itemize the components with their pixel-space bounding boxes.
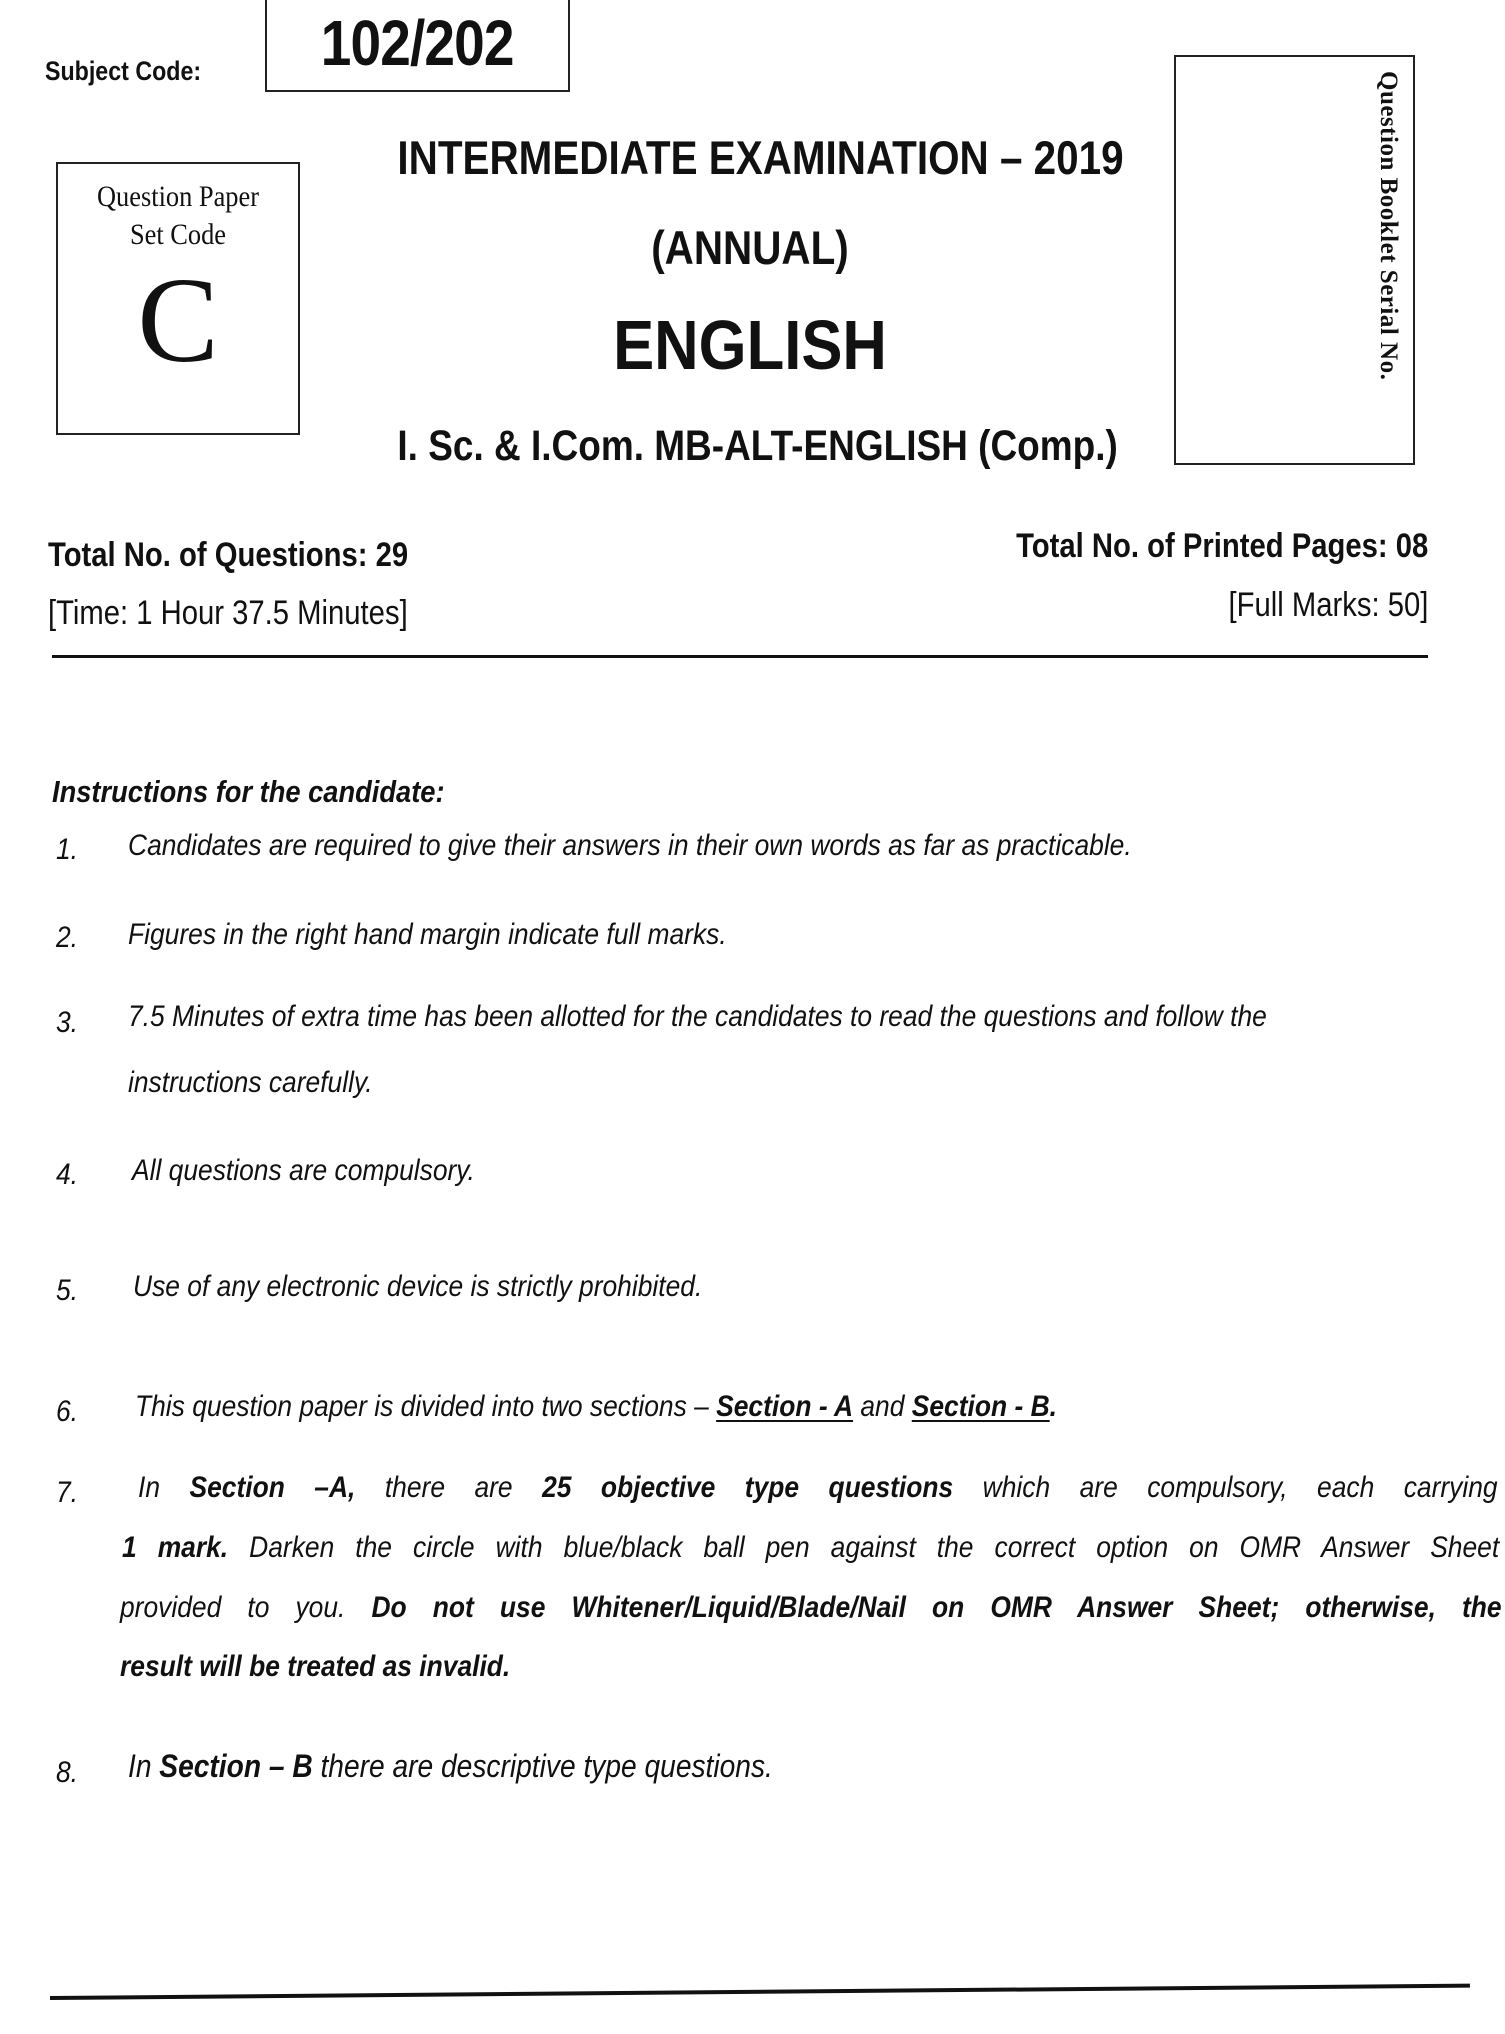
text-span: and xyxy=(853,1390,912,1423)
exam-title: INTERMEDIATE EXAMINATION – 2019 xyxy=(397,131,1124,184)
set-code-label: Set Code xyxy=(129,218,227,251)
instruction-text xyxy=(138,1471,1498,1505)
text-span: 25 objective type questions xyxy=(542,1471,954,1504)
exam-type: (ANNUAL) xyxy=(651,221,849,274)
instruction-number: 7. xyxy=(56,1476,79,1509)
stream-title: I. Sc. & I.Com. MB-ALT-ENGLISH (Comp.) xyxy=(397,422,1118,470)
time-allowed: [Time: 1 Hour 37.5 Minutes] xyxy=(48,594,408,632)
instruction-number: 4. xyxy=(56,1158,79,1191)
text-span: which are compulsory, each carrying xyxy=(953,1471,1498,1504)
subject-code-box xyxy=(265,0,570,92)
instruction-number: 8. xyxy=(56,1756,79,1789)
set-code-label: Question Paper xyxy=(96,180,260,213)
booklet-serial-box xyxy=(1174,55,1415,465)
instruction-text: All questions are compulsory. xyxy=(132,1154,475,1187)
text-span: This question paper is divided into two sections – xyxy=(135,1390,717,1423)
text-span: In xyxy=(138,1471,190,1504)
text-span: there are xyxy=(355,1471,543,1504)
text-span: . xyxy=(1049,1390,1057,1423)
instruction-number: 2. xyxy=(56,921,79,954)
instruction-number: 3. xyxy=(56,1006,79,1039)
instruction-text: Use of any electronic device is strictly prohibited. xyxy=(133,1270,703,1303)
subject-title: ENGLISH xyxy=(613,306,887,384)
instruction-text xyxy=(120,1591,1502,1625)
instruction-number: 5. xyxy=(56,1274,79,1307)
set-code-box xyxy=(56,162,300,435)
instruction-number: 1. xyxy=(56,833,79,866)
divider xyxy=(52,655,1428,658)
subject-code-value: 102/202 xyxy=(321,7,514,79)
text-span: In xyxy=(128,1748,160,1784)
text-span: there are descriptive type questions. xyxy=(312,1748,773,1784)
instruction-text: result will be treated as invalid. xyxy=(120,1650,511,1683)
text-span: Section – B xyxy=(159,1748,313,1784)
instruction-text xyxy=(135,1390,1057,1424)
subject-code-label: Subject Code: xyxy=(45,56,202,86)
section-a-ref: Section - A xyxy=(716,1390,854,1423)
instruction-text: instructions carefully. xyxy=(128,1066,373,1099)
instructions-heading: Instructions for the candidate: xyxy=(52,774,445,809)
instruction-text: Figures in the right hand margin indicate full marks. xyxy=(128,918,727,951)
divider xyxy=(50,1984,1470,2000)
full-marks: [Full Marks: 50] xyxy=(1228,586,1428,624)
instruction-text xyxy=(122,1531,1499,1565)
instruction-text: 7.5 Minutes of extra time has been allotted for the candidates to read the questions and follow the xyxy=(128,1000,1267,1033)
booklet-serial-label: Question Booklet Serial No. xyxy=(1375,71,1402,381)
text-span: provided to you. xyxy=(120,1591,372,1624)
set-code-value: C xyxy=(137,253,219,388)
section-b-ref: Section - B xyxy=(911,1390,1050,1423)
instruction-text: Candidates are required to give their answers in their own words as far as practicable. xyxy=(128,829,1132,862)
text-span: Section –A, xyxy=(189,1471,356,1504)
printed-pages: Total No. of Printed Pages: 08 xyxy=(1015,527,1428,565)
total-questions: Total No. of Questions: 29 xyxy=(48,536,409,574)
instruction-text xyxy=(128,1748,773,1785)
text-span: 1 mark. xyxy=(122,1531,229,1564)
instruction-number: 6. xyxy=(56,1395,79,1428)
text-span: Darken the circle with blue/black ball pen against the correct option on OMR Answer Sheet xyxy=(228,1531,1500,1564)
text-span: Do not use Whitener/Liquid/Blade/Nail on OMR Answer Sheet; otherwise, the xyxy=(371,1591,1502,1624)
